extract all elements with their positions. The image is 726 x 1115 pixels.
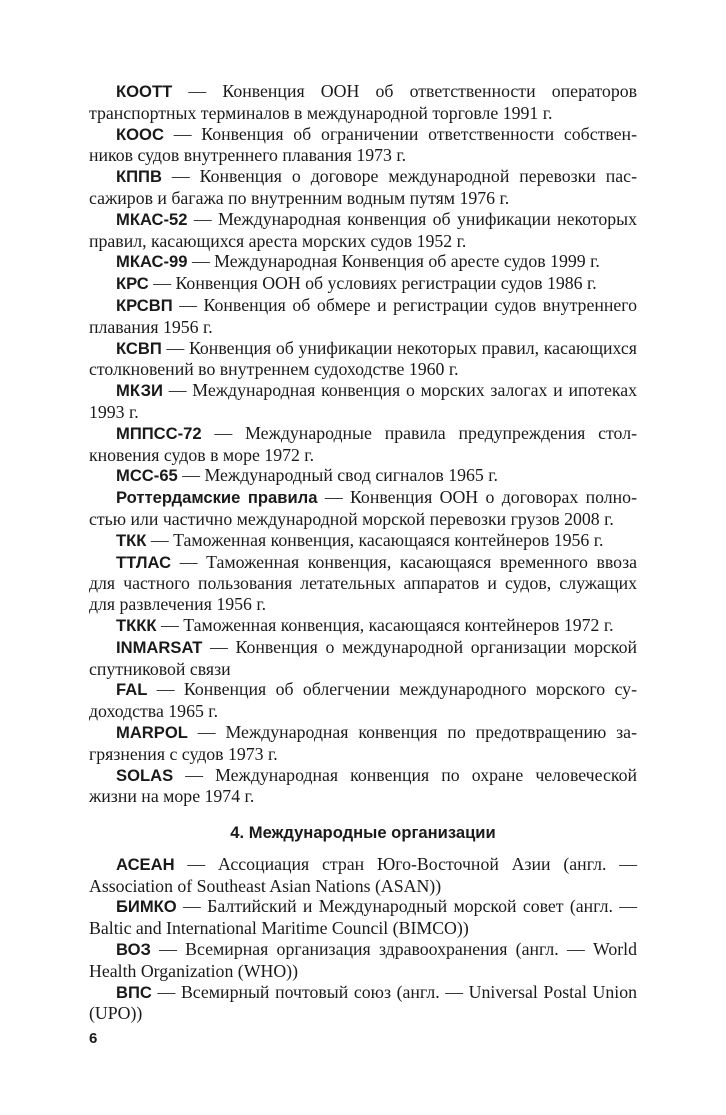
entry-description: — Конвенция ООН об ответственности операторов транспортных терминалов в международной торговле 1991 г. [89, 81, 637, 123]
entry-abbreviation: ВПС [116, 982, 152, 1002]
convention-entry [89, 765, 637, 808]
entry-description: — Конвенция о договоре международной перевозки пассажиров и багажа по внутренним водным путям 1976 г. [89, 166, 637, 208]
entry-abbreviation: INMARSAT [116, 637, 203, 657]
entry-abbreviation: МСС-65 [116, 466, 178, 486]
convention-entry [89, 552, 637, 615]
organizations-list [89, 854, 637, 1024]
entry-abbreviation: БИМКО [116, 897, 177, 917]
convention-entry [89, 81, 637, 124]
entry-description: — Международная конвенция по предотвращению загрязнения с судов 1973 г. [89, 721, 637, 764]
convention-entry [89, 380, 637, 423]
convention-entry [89, 338, 637, 381]
entry-abbreviation: Роттердамские правила [116, 488, 318, 508]
organization-entry [89, 939, 637, 982]
entry-description: — Таможенная конвенция, касающаяся контейнеров 1972 г. [156, 614, 614, 635]
entry-description: — Конвенция о международной организации морской спутниковой связи [89, 636, 637, 679]
entry-abbreviation: МКАС-99 [116, 252, 188, 272]
page-number: 6 [89, 1030, 98, 1047]
convention-entry [89, 487, 637, 530]
entry-description: — Балтийский и Международный морской совет (англ. — Baltic and International Maritime Council (BIMCO)) [89, 896, 637, 939]
page-content [89, 81, 637, 1024]
convention-entry [89, 722, 637, 765]
entry-description: — Таможенная конвенция, касающаяся временного ввоза для частного пользования летательных аппаратов и судов, служащих для развлечения 1956 г. [89, 551, 637, 615]
convention-entry [89, 679, 637, 722]
entry-abbreviation: КСВП [116, 338, 162, 358]
entry-description: — Конвенция ООН о договорах полностью или частично международной морской перевозки грузов 2008 г. [89, 487, 637, 529]
entry-abbreviation: ВОЗ [116, 940, 151, 960]
entry-description: — Таможенная конвенция, касающаяся контейнеров 1956 г. [146, 529, 604, 550]
convention-entry [89, 615, 637, 637]
entry-description: — Международный свод сигналов 1965 г. [177, 465, 498, 486]
convention-entry [89, 465, 637, 487]
entry-abbreviation: КРСВП [116, 295, 173, 315]
entry-abbreviation: АСЕАН [116, 854, 175, 874]
entry-description: — Международные правила предупреждения столкновения судов в море 1972 г. [89, 422, 637, 465]
convention-entry [89, 530, 637, 552]
organization-entry [89, 982, 637, 1025]
entry-description: — Конвенция об облегчении международного морского судоходства 1965 г. [89, 679, 637, 722]
entry-abbreviation: МКЗИ [116, 381, 163, 401]
convention-entry [89, 423, 637, 466]
entry-description: — Ассоциация стран Юго-Восточной Азии (англ. — Association of Southeast Asian Nations (ASAN)) [89, 853, 637, 896]
entry-abbreviation: FAL [116, 680, 148, 700]
convention-entry [89, 124, 637, 167]
entry-description: — Конвенция об обмере и регистрации судов внутреннего плавания 1956 г. [89, 294, 637, 337]
organization-entry [89, 854, 637, 897]
entry-abbreviation: КООС [116, 124, 164, 144]
section-title: 4. Международные организации [230, 823, 496, 843]
convention-entry [89, 209, 637, 252]
entry-abbreviation: КППВ [116, 167, 162, 187]
entry-description: — Международная конвенция о морских залогах и ипотеках 1993 г. [89, 380, 637, 422]
entry-description: — Конвенция об ограничении ответственности собственников судов внутреннего плавания 1973 г. [89, 123, 637, 166]
convention-entry [89, 273, 637, 295]
entry-abbreviation: КООТТ [116, 82, 173, 101]
entry-description: — Международная конвенция по охране человеческой жизни на море 1974 г. [89, 764, 637, 807]
entry-abbreviation: SOLAS [116, 765, 174, 785]
convention-entry [89, 251, 637, 273]
convention-entry [89, 637, 637, 680]
convention-entry [89, 166, 637, 209]
organization-entry [89, 896, 637, 939]
entry-abbreviation: КРС [116, 274, 149, 294]
conventions-list [89, 81, 637, 807]
entry-abbreviation: ТКК [116, 530, 147, 550]
entry-description: — Международная Конвенция об аресте судов 1999 г. [187, 251, 600, 272]
entry-abbreviation: ТТЛАС [116, 552, 172, 572]
entry-abbreviation: MARPOL [116, 722, 188, 742]
entry-description: — Международная конвенция об унификации некоторых правил, касающихся ареста морских судов 1952 г. [89, 208, 637, 251]
convention-entry [89, 295, 637, 338]
entry-description: — Всемирная организация здравоохранения (англ. — World Health Organization (WHO)) [89, 939, 637, 981]
entry-description: — Конвенция ООН об условиях регистрации судов 1986 г. [148, 273, 597, 294]
entry-abbreviation: ТККК [116, 615, 157, 635]
entry-description: — Всемирный почтовый союз (англ. — Universal Postal Union (UPO)) [89, 981, 637, 1024]
entry-description: — Конвенция об унификации некоторых правил, касающихся столкновений во внутреннем судоходстве 1960 г. [89, 337, 637, 380]
entry-abbreviation: МКАС-52 [116, 209, 188, 229]
entry-abbreviation: МППСС-72 [116, 423, 202, 443]
